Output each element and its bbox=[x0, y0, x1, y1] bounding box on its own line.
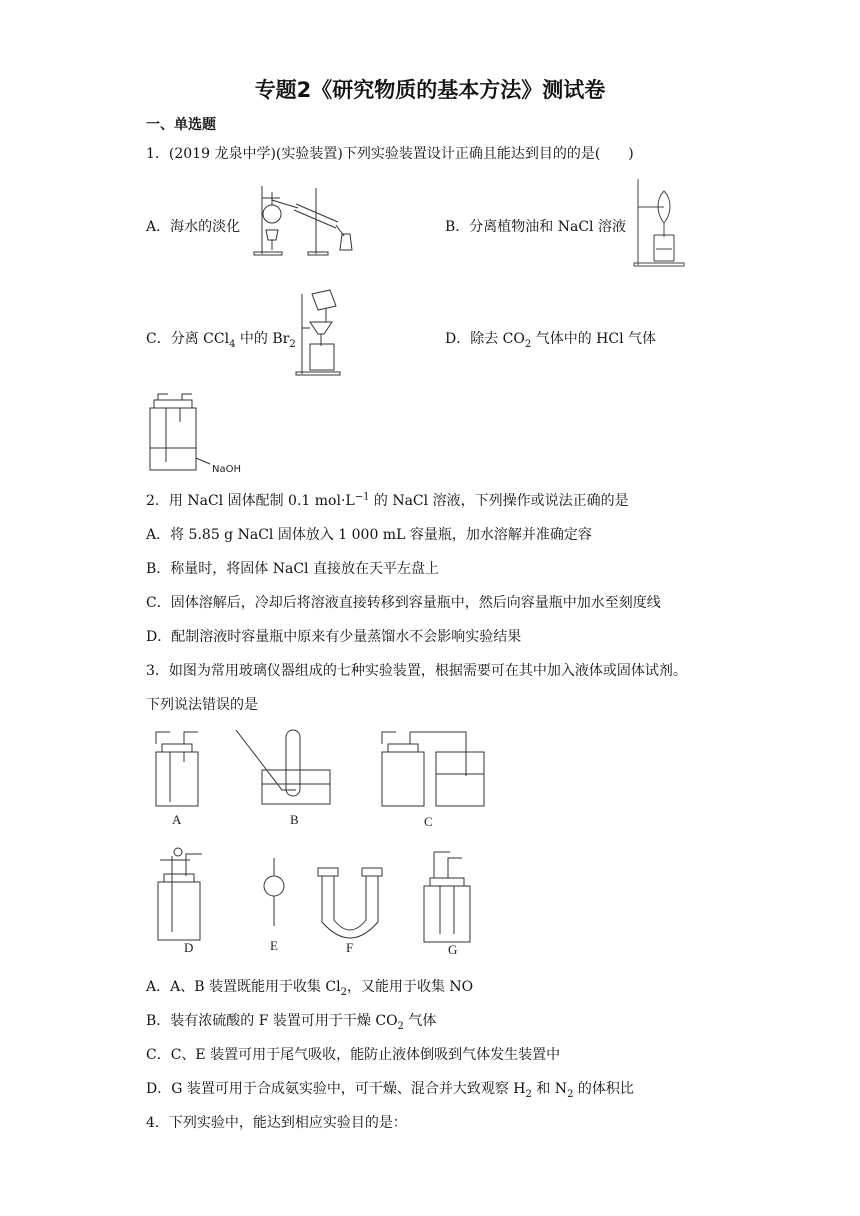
q3-option-d-sub-2: 2 bbox=[567, 1088, 574, 1100]
gas-washing-bottle-figure bbox=[148, 392, 248, 476]
q3-option-a-sub: 2 bbox=[340, 986, 347, 998]
q3-option-b bbox=[146, 1010, 436, 1030]
q3-stem-line-1: 3．如图为常用玻璃仪器组成的七种实验装置，根据需要可在其中加入液体或固体试剂。 bbox=[146, 663, 687, 679]
q3-option-d-text-2: 和 N bbox=[531, 1081, 568, 1097]
q1-option-d-text-2: 气体中的 HCl 气体 bbox=[531, 331, 656, 347]
q2-stem-sup: −1 bbox=[354, 491, 370, 503]
section-heading: 一、单选题 bbox=[146, 117, 216, 133]
separatory-funnel-figure bbox=[634, 177, 690, 269]
apparatus-label-c: C bbox=[424, 814, 433, 829]
page-title: 专题2《研究物质的基本方法》测试卷 bbox=[254, 78, 606, 102]
q3-option-a-text-2: ，又能用于收集 NO bbox=[346, 979, 474, 995]
q2-stem-text-1: 2．用 NaCl 固体配制 0.1 mol·L bbox=[146, 493, 355, 509]
q2-stem-text-2: 的 NaCl 溶液，下列操作或说法正确的是 bbox=[369, 493, 629, 509]
q1-option-c-text-1: C．分离 CCl bbox=[146, 331, 230, 347]
q3-option-d bbox=[146, 1078, 634, 1098]
apparatus-label-e: E bbox=[270, 938, 278, 953]
q3-option-c: C．C、E 装置可用于尾气吸收，能防止液体倒吸到气体发生装置中 bbox=[146, 1047, 561, 1063]
q3-option-b-text-2: 气体 bbox=[403, 1013, 437, 1029]
q1-option-d-text-1: D．除去 CO bbox=[445, 331, 525, 347]
q3-option-d-text-3: 的体积比 bbox=[573, 1081, 634, 1097]
q1-option-d bbox=[445, 328, 656, 348]
q3-option-b-text-1: B．装有浓硫酸的 F 装置可用于干燥 CO bbox=[146, 1013, 398, 1029]
q2-option-a: A．将 5.85 g NaCl 固体放入 1 000 mL 容量瓶，加水溶解并准确定容 bbox=[146, 527, 592, 543]
apparatus-label-g: G bbox=[448, 942, 458, 957]
apparatus-label-d: D bbox=[184, 940, 194, 955]
q3-option-a bbox=[146, 976, 473, 996]
q1-option-b: B．分离植物油和 NaCl 溶液 bbox=[445, 219, 626, 235]
q1-option-c bbox=[146, 328, 296, 348]
q3-option-d-text-1: D．G 装置可用于合成氨实验中，可干燥、混合并大致观察 H bbox=[146, 1081, 526, 1097]
q3-option-d-sub-1: 2 bbox=[525, 1088, 532, 1100]
q2-stem bbox=[146, 490, 629, 510]
q1-option-c-sub-2: 2 bbox=[289, 338, 296, 350]
q4-stem: 4．下列实验中，能达到相应实验目的是： bbox=[146, 1115, 407, 1131]
q1-option-a: A．海水的淡化 bbox=[146, 219, 241, 235]
q3-option-a-text-1: A．A、B 装置既能用于收集 Cl bbox=[146, 979, 341, 995]
apparatus-label-f: F bbox=[346, 940, 354, 955]
filtration-apparatus-figure bbox=[296, 288, 362, 378]
apparatus-set-figure bbox=[150, 726, 490, 958]
distillation-apparatus-figure bbox=[250, 184, 360, 258]
q1-option-c-sub-1: 4 bbox=[229, 338, 236, 350]
q3-option-b-sub: 2 bbox=[397, 1020, 404, 1032]
q1-option-d-sub: 2 bbox=[524, 338, 532, 350]
apparatus-label-b: B bbox=[290, 812, 299, 827]
q2-option-b: B．称量时，将固体 NaCl 直接放在天平左盘上 bbox=[146, 561, 439, 577]
q3-stem-line-2: 下列说法错误的是 bbox=[146, 697, 258, 713]
q2-option-d: D．配制溶液时容量瓶中原来有少量蒸馏水不会影响实验结果 bbox=[146, 629, 522, 645]
q1-stem: 1．(2019 龙泉中学)(实验装置)下列实验装置设计正确且能达到目的的是( ) bbox=[146, 146, 634, 162]
apparatus-label-a: A bbox=[172, 812, 182, 827]
q2-option-c: C．固体溶解后，冷却后将溶液直接转移到容量瓶中，然后向容量瓶中加水至刻度线 bbox=[146, 595, 661, 611]
naoh-label: NaOH bbox=[212, 464, 241, 475]
q1-option-c-text-2: 中的 Br bbox=[235, 331, 290, 347]
